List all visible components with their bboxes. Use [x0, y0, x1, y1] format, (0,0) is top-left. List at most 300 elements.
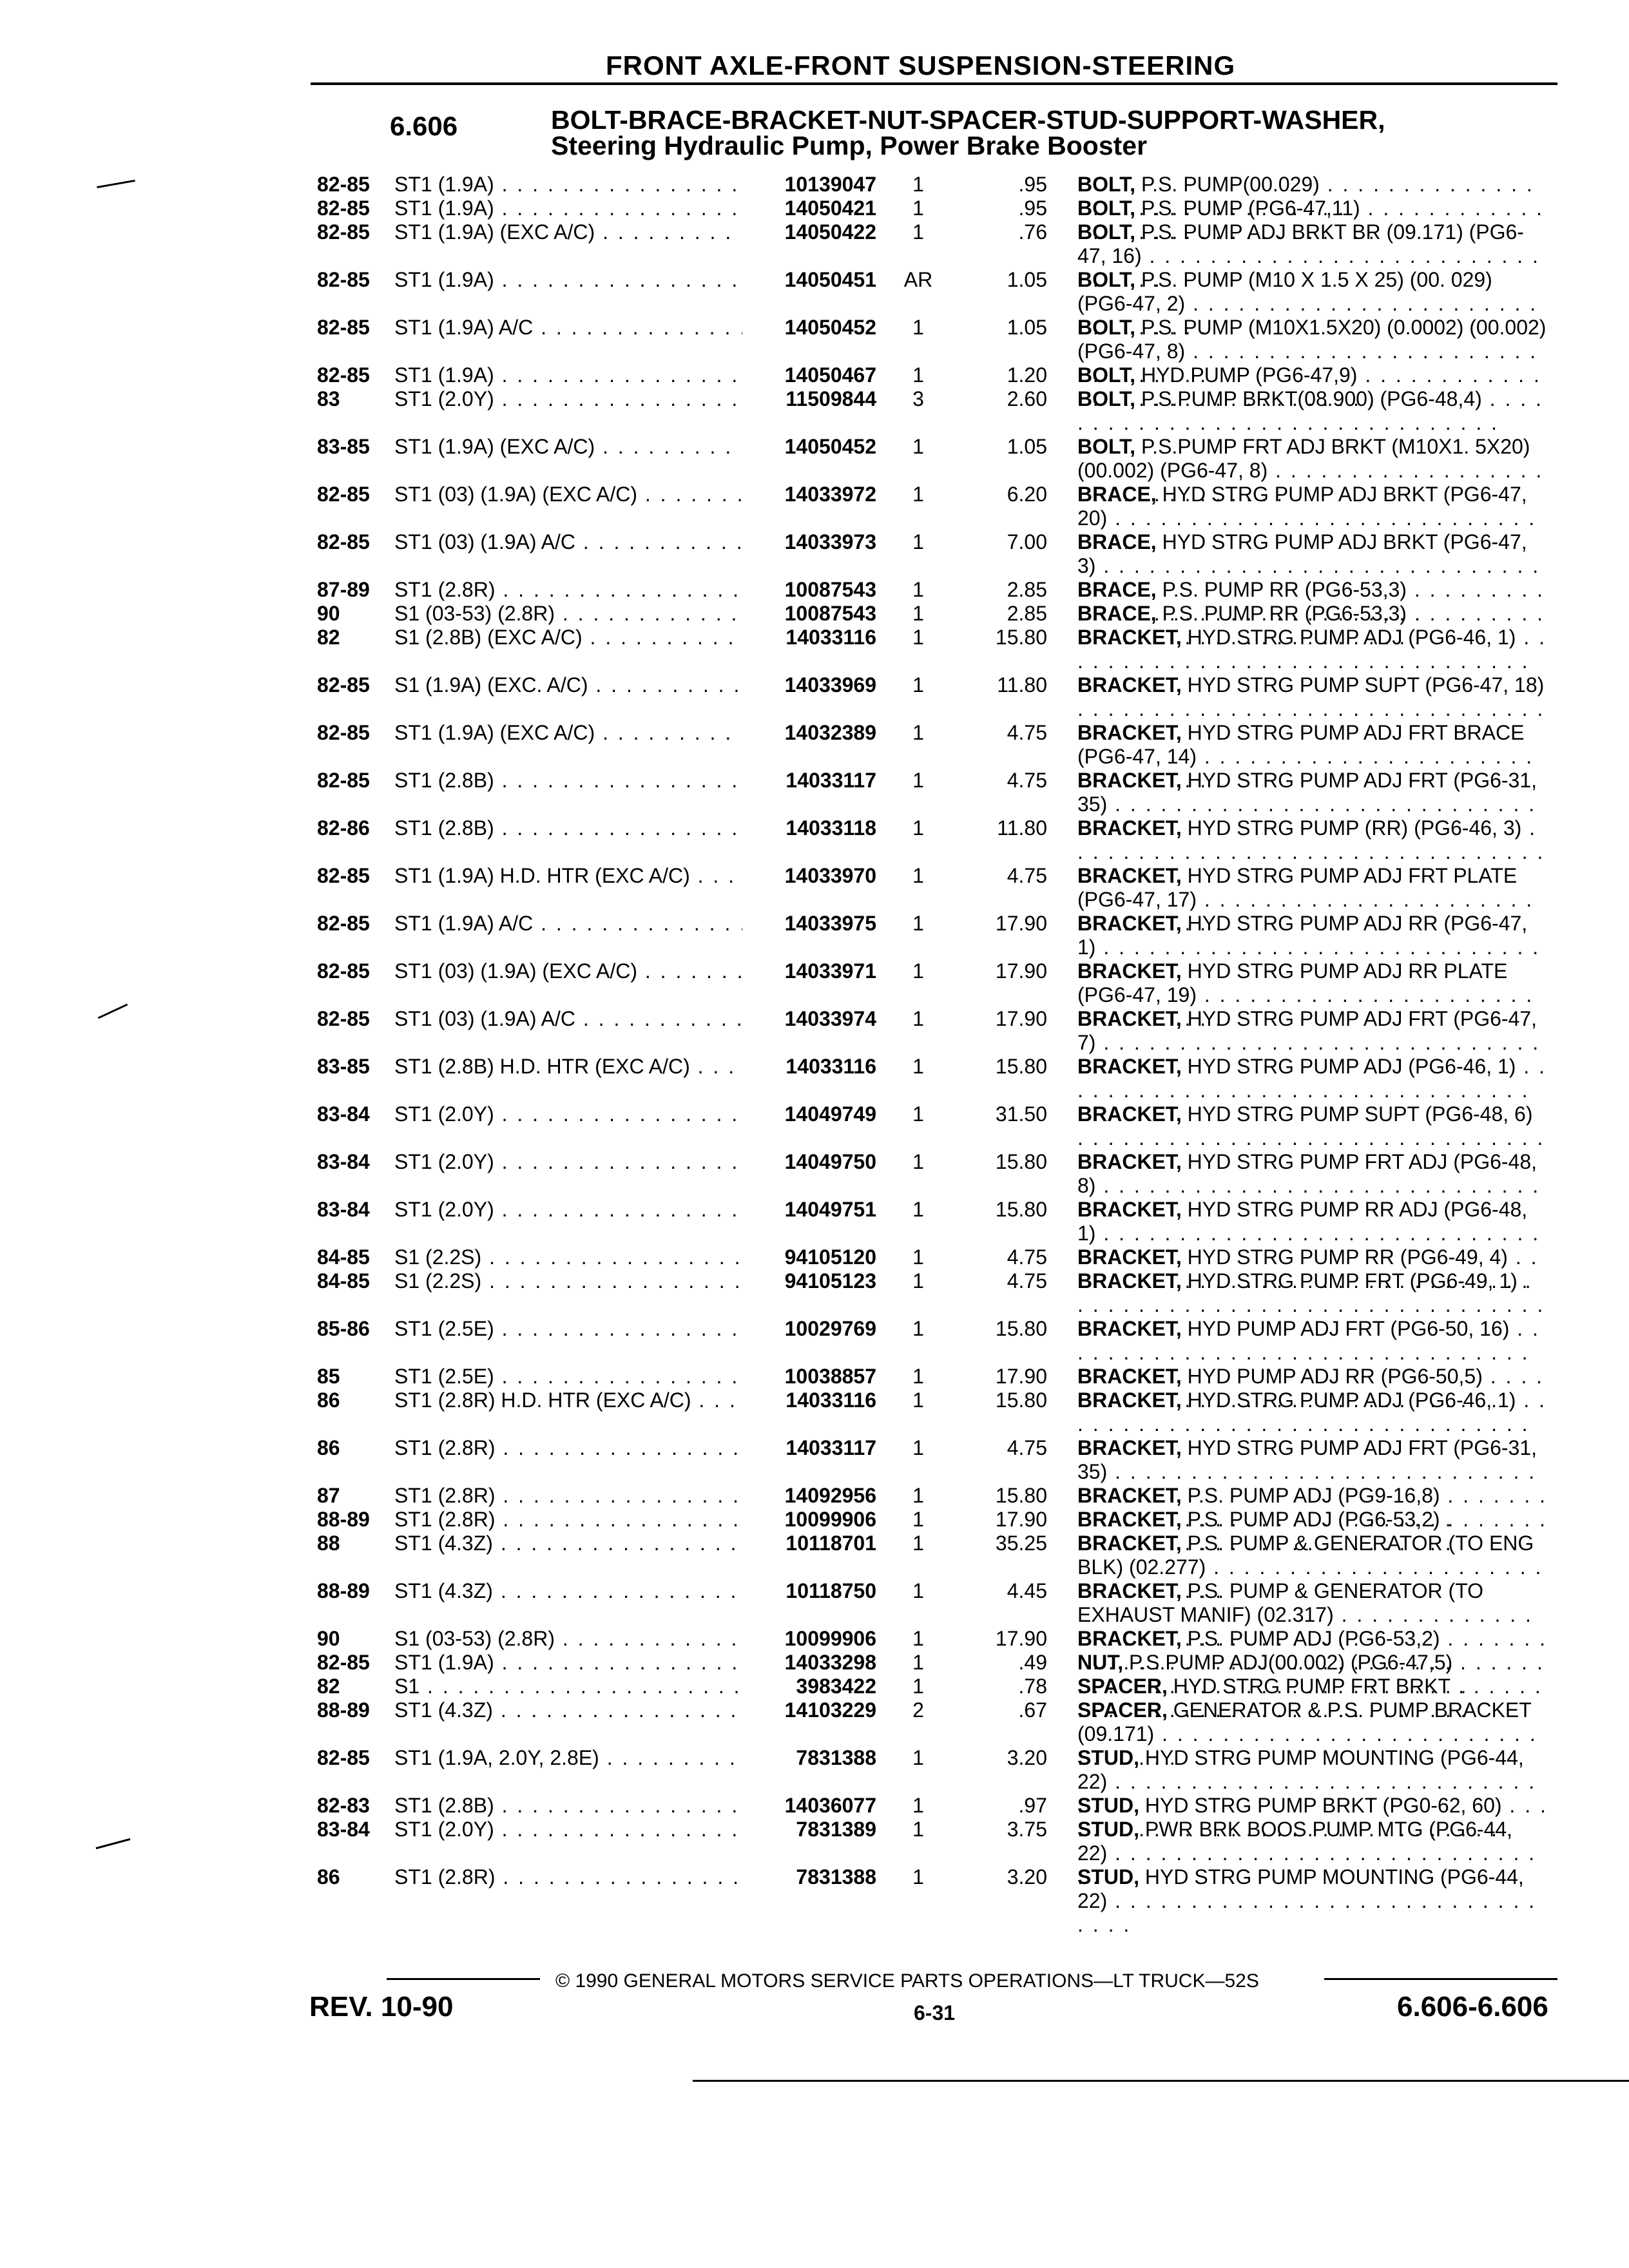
row-application: ST1 (2.8R) H.D. HTR (EXC A/C) . . .: [394, 1389, 742, 1412]
row-description-keyword: BRACKET,: [1077, 1269, 1182, 1293]
row-description-text: P.S. PUMP & GENERATOR (TO ENG BLK) (02.277) . . .: [1077, 1532, 1543, 1602]
row-description-text: HYD STRG PUMP RR (PG6-49, 4) . . .: [1077, 1245, 1539, 1293]
row-application: ST1 (1.9A) (EXC A/C) . . .: [394, 721, 742, 745]
row-year: 86: [317, 1436, 340, 1459]
row-application: ST1 (1.9A) (EXC A/C) . . .: [394, 435, 742, 459]
table-row: [0, 483, 1629, 530]
row-part-number: 10029769: [784, 1317, 876, 1340]
table-row: [0, 1007, 1629, 1055]
row-part-number: 14049751: [784, 1198, 876, 1221]
table-row: [0, 578, 1629, 602]
row-description-text: HYD PUMP (PG6-47,9) . . .: [1077, 363, 1541, 410]
row-price: 15.80: [995, 1055, 1047, 1078]
row-application: ST1 (2.5E) . . .: [394, 1317, 742, 1341]
row-quantity: 1: [912, 530, 924, 553]
table-row: [0, 673, 1629, 721]
row-quantity: 1: [912, 1365, 924, 1388]
row-description-text: P.S. PUMP RR (PG6-53,3) . . .: [1077, 602, 1545, 649]
row-quantity: 1: [912, 363, 924, 387]
row-quantity: 1: [912, 1436, 924, 1459]
row-description-keyword: BRACKET,: [1077, 912, 1182, 935]
row-quantity: 1: [912, 864, 924, 887]
row-quantity: 1: [912, 1532, 924, 1555]
row-quantity: 1: [912, 316, 924, 339]
table-row: [0, 1484, 1629, 1508]
row-part-number: 14032389: [784, 721, 876, 744]
row-part-number: 10087543: [784, 578, 876, 601]
row-year: 82-85: [317, 1651, 370, 1674]
row-application: ST1 (1.9A) H.D. HTR (EXC A/C) . . .: [394, 864, 742, 888]
row-quantity: 1: [912, 1579, 924, 1602]
row-application: ST1 (2.0Y) . . .: [394, 387, 742, 411]
row-part-number: 14033975: [784, 912, 876, 935]
row-description-keyword: BOLT,: [1077, 220, 1136, 244]
table-row: [0, 769, 1629, 816]
row-price: 4.75: [1007, 721, 1047, 744]
row-description-keyword: BRACKET,: [1077, 1198, 1182, 1221]
row-year: 82-85: [317, 173, 370, 196]
row-price: .78: [1018, 1675, 1047, 1698]
table-row: [0, 864, 1629, 912]
row-application: ST1 (1.9A) . . .: [394, 173, 742, 197]
row-description-keyword: BRACKET,: [1077, 673, 1182, 697]
row-quantity: 1: [912, 1818, 924, 1841]
row-part-number: 14033971: [784, 959, 876, 983]
row-application: ST1 (1.9A) . . .: [394, 197, 742, 220]
row-price: .49: [1018, 1651, 1047, 1674]
row-description-text: HYD STRG PUMP BRKT (PG0-62, 60) . . .: [1077, 1794, 1548, 1841]
row-description-keyword: STUD,: [1077, 1818, 1139, 1841]
row-description-text: HYD STRG PUMP RR ADJ (PG6-48, 1) . . .: [1077, 1198, 1540, 1269]
row-price: 1.05: [1007, 316, 1047, 339]
row-quantity: 1: [912, 1055, 924, 1078]
row-quantity: 1: [912, 1675, 924, 1698]
row-part-number: 14050421: [784, 197, 876, 220]
row-description-keyword: BRACKET,: [1077, 1007, 1182, 1030]
row-price: 2.85: [1007, 602, 1047, 625]
table-row: [0, 1651, 1629, 1675]
row-description-text: P.S. PUMP ADJ (PG6-53,2) . . .: [1077, 1508, 1547, 1555]
table-row: [0, 363, 1629, 387]
row-price: 7.00: [1007, 530, 1047, 553]
table-row: [0, 268, 1629, 316]
row-year: 82-85: [317, 483, 370, 506]
row-application: ST1 (2.8R) . . .: [394, 1865, 742, 1889]
row-description-keyword: BRACE,: [1077, 602, 1157, 625]
row-application: ST1 (1.9A) . . .: [394, 268, 742, 292]
footer-copyright: © 1990 GENERAL MOTORS SERVICE PARTS OPERATIONS—LT TRUCK—52S: [555, 1970, 1259, 1992]
row-description-text: P.S.PUMP BRKT(08.900) (PG6-48,4) . . .: [1077, 387, 1543, 434]
row-description-keyword: STUD,: [1077, 1865, 1139, 1888]
row-quantity: 1: [912, 1484, 924, 1507]
row-year: 82-85: [317, 864, 370, 887]
row-price: 4.75: [1007, 1245, 1047, 1269]
row-description-keyword: STUD,: [1077, 1794, 1139, 1817]
row-description-keyword: BRACKET,: [1077, 1389, 1182, 1412]
row-quantity: 1: [912, 1269, 924, 1293]
row-description-keyword: NUT,: [1077, 1651, 1124, 1674]
row-part-number: 14033116: [786, 1055, 876, 1078]
row-price: 4.45: [1007, 1579, 1047, 1602]
row-description-keyword: BRACKET,: [1077, 1245, 1182, 1269]
row-part-number: 14049750: [784, 1150, 876, 1173]
table-row: [0, 316, 1629, 363]
row-part-number: 10099906: [784, 1508, 876, 1531]
row-description-text: HYD STRG PUMP ADJ (PG6-46, 1) . . .: [1077, 1389, 1547, 1436]
row-description-keyword: BRACKET,: [1077, 1365, 1182, 1388]
row-application: ST1 (2.8R) . . .: [394, 1484, 742, 1508]
section-title-line2: Steering Hydraulic Pump, Power Brake Booster: [551, 131, 1148, 160]
row-description-text: P.S. PUMP(00.029) . . .: [1077, 173, 1534, 220]
row-quantity: 1: [912, 1865, 924, 1888]
row-description-keyword: BRACKET,: [1077, 1627, 1182, 1650]
row-application: ST1 (1.9A) . . .: [394, 1651, 742, 1675]
row-description-text: HYD PUMP ADJ RR (PG6-50,5) . . .: [1077, 1365, 1544, 1412]
row-quantity: 1: [912, 1389, 924, 1412]
row-application: ST1 (1.9A) A/C . . .: [394, 912, 742, 936]
row-quantity: 1: [912, 1198, 924, 1221]
row-quantity: 3: [912, 387, 924, 410]
row-description-text: P.S.PUMP ADJ(00.002) (PG6-47,5) . . .: [1077, 1651, 1545, 1698]
row-application: ST1 (2.8B) . . .: [394, 816, 742, 840]
row-year: 86: [317, 1865, 340, 1888]
footer-rule-left: [387, 1978, 540, 1980]
row-quantity: 1: [912, 578, 924, 601]
row-year: 83-85: [317, 435, 370, 458]
row-price: 4.75: [1007, 769, 1047, 792]
row-price: 1.05: [1007, 268, 1047, 291]
row-price: 6.20: [1007, 483, 1047, 506]
row-application: ST1 (2.0Y) . . .: [394, 1150, 742, 1174]
row-quantity: 1: [912, 1627, 924, 1650]
row-price: 2.60: [1007, 387, 1047, 410]
row-application: ST1 (2.8R) . . .: [394, 578, 742, 602]
row-description-keyword: SPACER,: [1077, 1675, 1168, 1698]
row-quantity: 1: [912, 1317, 924, 1340]
table-row: [0, 1508, 1629, 1532]
row-description-text: HYD STRG PUMP ADJ FRT (PG6-31, 35) . . .: [1077, 769, 1537, 840]
row-description-keyword: BRACKET,: [1077, 864, 1182, 887]
table-row: [0, 1532, 1629, 1579]
row-description-keyword: BRACKET,: [1077, 769, 1182, 792]
row-year: 82-85: [317, 530, 370, 553]
row-year: 85: [317, 1365, 340, 1388]
row-quantity: AR: [903, 268, 933, 291]
row-description-text: HYD STRG PUMP FRT (PG6-49, 1) . . .: [1077, 1269, 1545, 1316]
table-row: [0, 197, 1629, 220]
row-application: ST1 (2.8B) . . .: [394, 769, 742, 793]
row-description-text: P.S. PUMP RR (PG6-53,3) . . .: [1077, 578, 1545, 625]
row-price: .95: [1018, 197, 1047, 220]
row-year: 83: [317, 387, 340, 410]
row-part-number: 14050452: [784, 316, 876, 339]
section-number: 6.606: [390, 111, 458, 141]
row-description-text: HYD STRG PUMP ADJ BRKT (PG6-47, 20) . . .: [1077, 483, 1536, 553]
row-quantity: 1: [912, 1794, 924, 1817]
row-part-number: 14049749: [784, 1102, 876, 1126]
row-part-number: 10087543: [784, 602, 876, 625]
row-year: 84-85: [317, 1269, 370, 1293]
table-row: [0, 1102, 1629, 1150]
row-year: 88: [317, 1532, 340, 1555]
row-part-number: 14050452: [784, 435, 876, 458]
table-row: [0, 721, 1629, 769]
row-price: 3.75: [1007, 1818, 1047, 1841]
table-row: [0, 173, 1629, 197]
row-description-text: HYD STRG PUMP ADJ (PG6-46, 1) . . .: [1077, 1055, 1547, 1102]
row-price: 1.20: [1007, 363, 1047, 387]
row-description: [1077, 1317, 1548, 1365]
row-price: 4.75: [1007, 1436, 1047, 1459]
row-year: 87-89: [317, 578, 370, 601]
row-part-number: 14036077: [784, 1794, 876, 1817]
row-part-number: 10038857: [784, 1365, 876, 1388]
row-description-keyword: BRACKET,: [1077, 816, 1182, 840]
row-year: 88-89: [317, 1508, 370, 1531]
table-row: [0, 602, 1629, 626]
row-year: 88-89: [317, 1698, 370, 1722]
row-part-number: 14033117: [786, 1436, 876, 1459]
row-application: ST1 (1.9A) A/C . . .: [394, 316, 742, 340]
row-description-text: HYD STRG PUMP SUPT (PG6-48, 6) . . .: [1077, 1102, 1545, 1173]
row-description-text: HYD STRG PUMP FRT ADJ (PG6-48, 8) . . .: [1077, 1150, 1540, 1221]
row-application: S1 (03-53) (2.8R) . . .: [394, 602, 742, 626]
row-part-number: 14033117: [786, 769, 876, 792]
row-year: 87: [317, 1484, 340, 1507]
row-year: 82-85: [317, 959, 370, 983]
row-quantity: 1: [912, 1102, 924, 1126]
row-part-number: 14033118: [786, 816, 876, 840]
row-year: 82-85: [317, 197, 370, 220]
row-quantity: 1: [912, 1746, 924, 1769]
row-year: 82-85: [317, 220, 370, 244]
table-row: [0, 1269, 1629, 1317]
row-description-keyword: BOLT,: [1077, 435, 1136, 458]
row-year: 82-85: [317, 1007, 370, 1030]
row-year: 90: [317, 602, 340, 625]
row-application: ST1 (2.8R) . . .: [394, 1508, 742, 1532]
row-price: 17.90: [995, 1007, 1047, 1030]
row-description-keyword: BRACKET,: [1077, 1150, 1182, 1173]
row-part-number: 3983422: [796, 1675, 876, 1698]
row-application: S1 (2.2S) . . .: [394, 1269, 742, 1293]
row-application: S1 (1.9A) (EXC. A/C) . . .: [394, 673, 742, 697]
row-price: .67: [1018, 1698, 1047, 1722]
table-row: [0, 1436, 1629, 1484]
table-row: [0, 1794, 1629, 1818]
row-description-keyword: BRACKET,: [1077, 1484, 1182, 1507]
row-description-text: HYD STRG PUMP FRT BRKT . . .: [1077, 1675, 1543, 1722]
row-description-keyword: BRACKET,: [1077, 721, 1182, 744]
table-row: [0, 912, 1629, 959]
row-quantity: 1: [912, 197, 924, 220]
parts-list: [0, 173, 1629, 1913]
row-part-number: 7831389: [796, 1818, 876, 1841]
row-description-text: P.S. PUMP ADJ (PG9-16,8) . . .: [1077, 1484, 1547, 1531]
row-part-number: 14033116: [786, 1389, 876, 1412]
row-description-keyword: BRACKET,: [1077, 1102, 1182, 1126]
row-quantity: 1: [912, 602, 924, 625]
table-row: [0, 1627, 1629, 1651]
row-description: [1077, 1389, 1548, 1436]
row-year: 82-85: [317, 673, 370, 697]
row-description-keyword: BRACE,: [1077, 578, 1157, 601]
row-year: 82-85: [317, 721, 370, 744]
row-application: ST1 (2.5E) . . .: [394, 1365, 742, 1389]
row-application: ST1 (4.3Z) . . .: [394, 1579, 742, 1603]
table-row: [0, 530, 1629, 578]
row-quantity: 1: [912, 912, 924, 935]
row-description-keyword: BOLT,: [1077, 197, 1136, 220]
row-part-number: 94105120: [784, 1245, 876, 1269]
row-description-keyword: BOLT,: [1077, 363, 1136, 387]
row-description-text: HYD STRG PUMP ADJ BRKT (PG6-47, 3) . . .: [1077, 530, 1540, 601]
row-year: 83-84: [317, 1198, 370, 1221]
row-quantity: 1: [912, 626, 924, 649]
row-description-keyword: BRACKET,: [1077, 1532, 1182, 1555]
row-application: S1 (2.2S) . . .: [394, 1245, 742, 1269]
row-price: .95: [1018, 173, 1047, 196]
row-quantity: 1: [912, 435, 924, 458]
row-application: ST1 (2.8B) . . .: [394, 1794, 742, 1818]
row-description-keyword: BOLT,: [1077, 316, 1136, 339]
row-quantity: 1: [912, 721, 924, 744]
row-part-number: 14050467: [784, 363, 876, 387]
row-price: 17.90: [995, 1365, 1047, 1388]
footer-revision: REV. 10-90: [309, 1991, 454, 2023]
row-description-text: GENERATOR & P.S. PUMP BRACKET (09.171) . . .: [1077, 1698, 1537, 1769]
row-year: 83-84: [317, 1818, 370, 1841]
footer-rule-right: [1324, 1978, 1557, 1980]
row-price: 11.80: [997, 816, 1047, 840]
row-application: ST1 (03) (1.9A) (EXC A/C) . . .: [394, 483, 742, 506]
table-row: [0, 1150, 1629, 1198]
row-application: ST1 (2.0Y) . . .: [394, 1818, 742, 1841]
row-price: .76: [1018, 220, 1047, 244]
row-price: 2.85: [1007, 578, 1047, 601]
row-part-number: 14033970: [784, 864, 876, 887]
row-application: S1 . . .: [394, 1675, 742, 1698]
row-price: 15.80: [995, 1317, 1047, 1340]
row-part-number: 14033116: [786, 626, 876, 649]
row-price: 4.75: [1007, 864, 1047, 887]
table-row: [0, 959, 1629, 1007]
row-quantity: 1: [912, 483, 924, 506]
row-year: 83-84: [317, 1150, 370, 1173]
row-application: ST1 (1.9A) . . .: [394, 363, 742, 387]
row-part-number: 10099906: [784, 1627, 876, 1650]
row-year: 83-85: [317, 1055, 370, 1078]
row-price: 17.90: [995, 1508, 1047, 1531]
row-price: 15.80: [995, 1389, 1047, 1412]
row-description-text: P.S. PUMP (M10 X 1.5 X 25) (00. 029) (PG6-47, 2) . . .: [1077, 268, 1537, 339]
row-application: ST1 (4.3Z) . . .: [394, 1532, 742, 1555]
row-description-keyword: BRACKET,: [1077, 626, 1182, 649]
table-row: [0, 1579, 1629, 1627]
table-row: [0, 1389, 1629, 1436]
row-description-keyword: BRACE,: [1077, 483, 1157, 506]
row-application: ST1 (03) (1.9A) A/C . . .: [394, 1007, 742, 1031]
row-part-number: 7831388: [796, 1865, 876, 1888]
table-row: [0, 1055, 1629, 1102]
row-description-text: P.S. PUMP ADJ BRKT BR (09.171) (PG6-47, 16) . . .: [1077, 220, 1540, 291]
row-year: 82-85: [317, 363, 370, 387]
row-part-number: 7831388: [796, 1746, 876, 1769]
row-quantity: 1: [912, 769, 924, 792]
table-row: [0, 1698, 1629, 1746]
row-description-text: HYD STRG PUMP ADJ FRT BRACE (PG6-47, 14) . . .: [1077, 721, 1534, 792]
table-row: [0, 1675, 1629, 1698]
row-year: 82-83: [317, 1794, 370, 1817]
header-rule: [311, 82, 1557, 85]
row-quantity: 2: [912, 1698, 924, 1722]
row-price: 15.80: [995, 1150, 1047, 1173]
row-year: 90: [317, 1627, 340, 1650]
row-description-text: HYD STRG PUMP ADJ FRT (PG6-31, 35) . . .: [1077, 1436, 1537, 1507]
row-price: .97: [1018, 1794, 1047, 1817]
table-row: [0, 1317, 1629, 1365]
row-application: ST1 (2.0Y) . . .: [394, 1102, 742, 1126]
row-part-number: 10118750: [786, 1579, 876, 1602]
table-row: [0, 1865, 1629, 1913]
table-row: [0, 220, 1629, 268]
row-description-text: HYD STRG PUMP MOUNTING (PG6-44, 22) . . .: [1077, 1746, 1536, 1817]
row-description-text: P.S. PUMP (M10X1.5X20) (0.0002) (00.002) (PG6-47, 8) . . .: [1077, 316, 1546, 387]
row-description-text: HYD STRG PUMP ADJ (PG6-46, 1) . . .: [1077, 626, 1547, 673]
row-description: [1077, 1865, 1548, 1937]
section-title: [551, 107, 1385, 159]
row-quantity: 1: [912, 959, 924, 983]
row-description-keyword: BRACKET,: [1077, 1317, 1182, 1340]
row-description: [1077, 626, 1548, 673]
table-row: [0, 1245, 1629, 1269]
row-description-text: HYD STRG PUMP MOUNTING (PG6-44, 22) . . .: [1077, 1865, 1536, 1936]
row-part-number: 14033973: [784, 530, 876, 553]
row-application: ST1 (2.8B) H.D. HTR (EXC A/C) . . .: [394, 1055, 742, 1079]
row-price: 4.75: [1007, 1269, 1047, 1293]
row-year: 83-84: [317, 1102, 370, 1126]
row-description-text: P.S. PUMP (PG6-47,11) . . .: [1077, 197, 1544, 244]
row-quantity: 1: [912, 1150, 924, 1173]
row-year: 82-85: [317, 769, 370, 792]
row-part-number: 14033969: [784, 673, 876, 697]
row-description-keyword: BOLT,: [1077, 173, 1136, 196]
row-application: S1 (03-53) (2.8R) . . .: [394, 1627, 742, 1651]
row-quantity: 1: [912, 1245, 924, 1269]
row-year: 82: [317, 1675, 340, 1698]
row-price: 3.20: [1007, 1746, 1047, 1769]
row-description-keyword: BOLT,: [1077, 268, 1136, 291]
row-quantity: 1: [912, 1651, 924, 1674]
row-year: 82-85: [317, 912, 370, 935]
row-part-number: 10118701: [786, 1532, 876, 1555]
footer-section-range: 6.606-6.606: [1397, 1991, 1548, 2023]
row-application: ST1 (03) (1.9A) (EXC A/C) . . .: [394, 959, 742, 983]
table-row: [0, 435, 1629, 483]
row-description: [1077, 816, 1548, 864]
row-quantity: 1: [912, 673, 924, 697]
row-price: 15.80: [995, 1484, 1047, 1507]
row-quantity: 1: [912, 1007, 924, 1030]
row-part-number: 14050451: [784, 268, 876, 291]
row-description-text: HYD STRG PUMP SUPT (PG6-47, 18) . . .: [1077, 673, 1545, 744]
row-price: 3.20: [1007, 1865, 1047, 1888]
row-description-text: P.S. PUMP ADJ (PG6-53,2) . . .: [1077, 1627, 1547, 1674]
row-quantity: 1: [912, 173, 924, 196]
row-description-text: P.S.PUMP FRT ADJ BRKT (M10X1. 5X20) (00.002) (PG6-47, 8) . . .: [1077, 435, 1543, 506]
row-description-text: P.S. PUMP & GENERATOR (TO EXHAUST MANIF) (02.317) . . .: [1077, 1579, 1533, 1650]
row-part-number: 11509844: [786, 387, 876, 410]
